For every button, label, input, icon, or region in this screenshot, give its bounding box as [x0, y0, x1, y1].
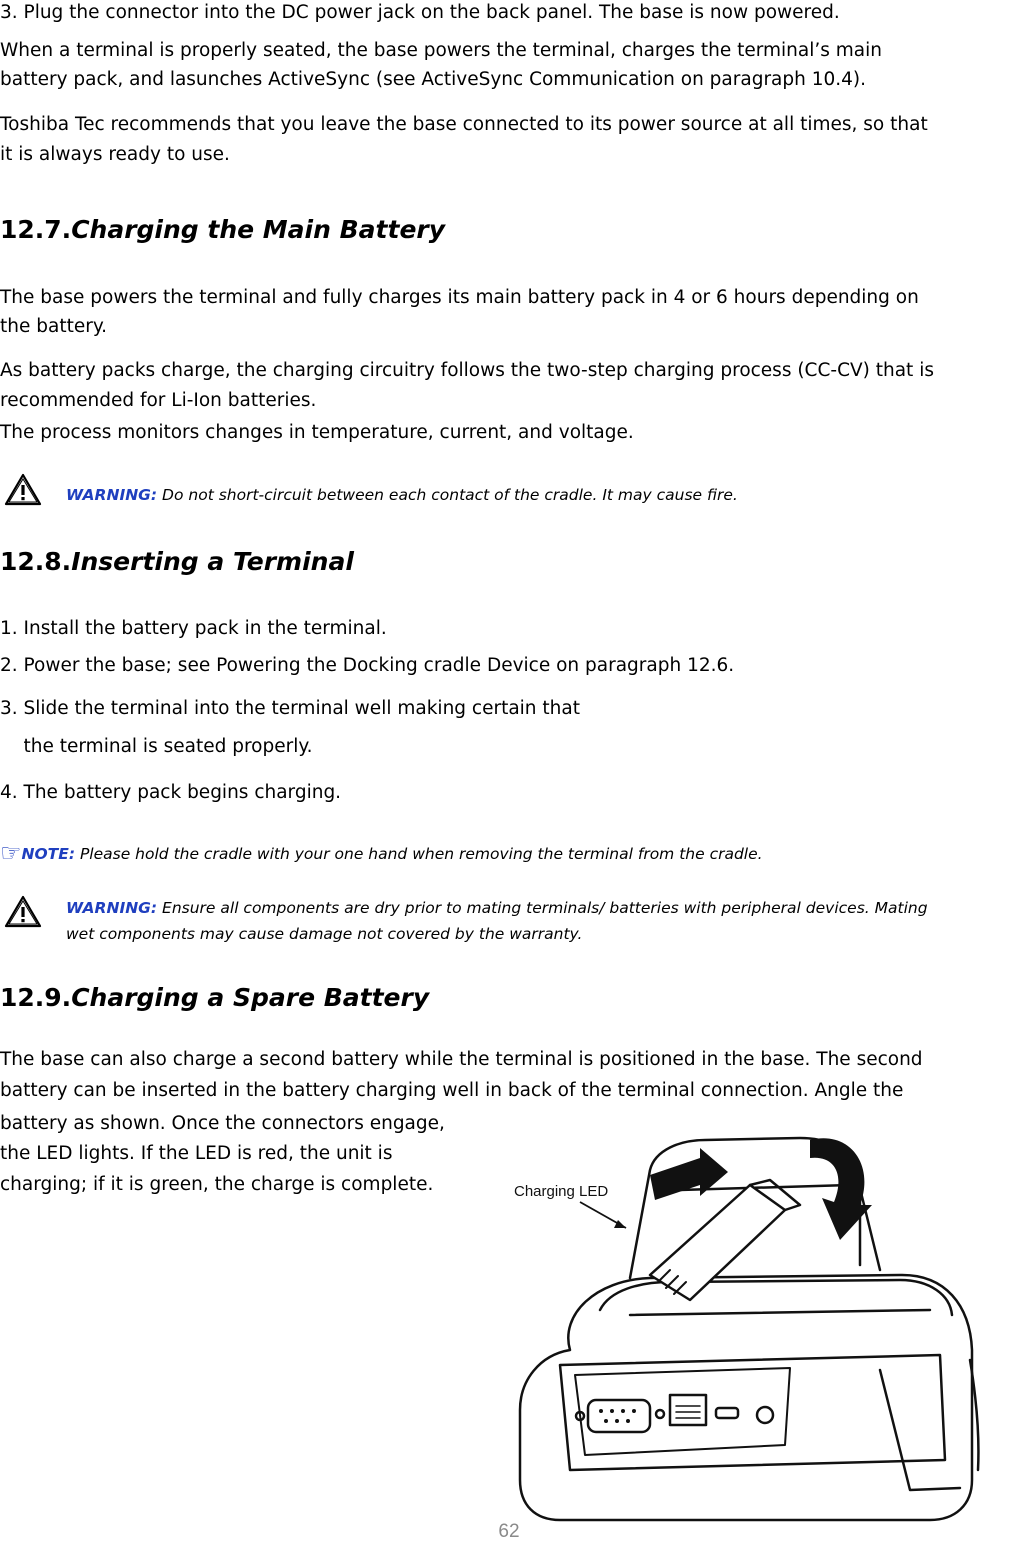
- list-item: 3. Slide the terminal into the terminal well making certain that: [0, 698, 580, 719]
- paragraph-line: Toshiba Tec recommends that you leave the base connected to its power source at all times, so that: [0, 114, 928, 135]
- section-number: 12.7.: [0, 215, 72, 244]
- list-item: 4. The battery pack begins charging.: [0, 782, 342, 803]
- warning-text: Do not short-circuit between each contact of the cradle. It may cause fire.: [157, 486, 738, 504]
- page-number: 62: [498, 1521, 520, 1542]
- charging-led-label: Charging LED: [514, 1183, 609, 1200]
- paragraph-line: the battery.: [0, 316, 108, 337]
- pointing-hand-icon: ☞: [0, 839, 22, 867]
- paragraph-line: The base powers the terminal and fully charges its main battery pack in 4 or 6 hours depending on: [0, 287, 919, 308]
- warning-label: WARNING:: [66, 899, 158, 917]
- note-text: Please hold the cradle with your one hand when removing the terminal from the cradle.: [75, 845, 763, 863]
- list-item: the terminal is seated properly.: [0, 736, 313, 757]
- docking-cradle-illustration: [500, 1110, 1000, 1530]
- section-title: Inserting a Terminal: [71, 547, 354, 576]
- section-heading-12-8: [0, 547, 354, 577]
- warning-icon: [4, 895, 42, 929]
- step-3-text: 3. Plug the connector into the DC power jack on the back panel. The base is now powered.: [0, 2, 840, 23]
- paragraph-line: As battery packs charge, the charging circuitry follows the two-step charging process (CC-CV) that is: [0, 360, 934, 381]
- paragraph-line: battery can be inserted in the battery charging well in back of the terminal connection. Angle the: [0, 1080, 904, 1101]
- section-number: 12.8.: [0, 547, 72, 576]
- section-title: Charging the Main Battery: [71, 215, 446, 244]
- warning-callout: [66, 482, 738, 508]
- note-callout: [0, 840, 763, 867]
- paragraph-line: When a terminal is properly seated, the base powers the terminal, charges the terminal’s main: [0, 40, 883, 61]
- paragraph-line: the LED lights. If the LED is red, the unit is: [0, 1143, 393, 1164]
- warning-label: WARNING:: [66, 486, 158, 504]
- section-heading-12-9: [0, 983, 429, 1013]
- warning-text: Ensure all components are dry prior to mating terminals/ batteries with peripheral devices. Mating: [157, 899, 928, 917]
- section-title: Charging a Spare Battery: [71, 983, 430, 1012]
- section-number: 12.9.: [0, 983, 72, 1012]
- note-label: NOTE:: [21, 845, 76, 863]
- list-item: 1. Install the battery pack in the terminal.: [0, 618, 387, 639]
- paragraph-line: charging; if it is green, the charge is complete.: [0, 1174, 434, 1195]
- paragraph-line: battery pack, and lasunches ActiveSync (see ActiveSync Communication on paragraph 10.4).: [0, 69, 867, 90]
- list-item: 2. Power the base; see Powering the Docking cradle Device on paragraph 12.6.: [0, 655, 735, 676]
- warning-callout: [66, 895, 1006, 947]
- paragraph-line: The process monitors changes in temperature, current, and voltage.: [0, 422, 634, 443]
- warning-text: wet components may cause damage not covered by the warranty.: [66, 925, 583, 943]
- paragraph-line: battery as shown. Once the connectors engage,: [0, 1113, 445, 1134]
- section-heading-12-7: [0, 215, 445, 245]
- paragraph-line: The base can also charge a second battery while the terminal is positioned in the base. The second: [0, 1049, 923, 1070]
- paragraph-line: it is always ready to use.: [0, 144, 230, 165]
- paragraph-line: recommended for Li-Ion batteries.: [0, 390, 317, 411]
- warning-icon: [4, 473, 42, 507]
